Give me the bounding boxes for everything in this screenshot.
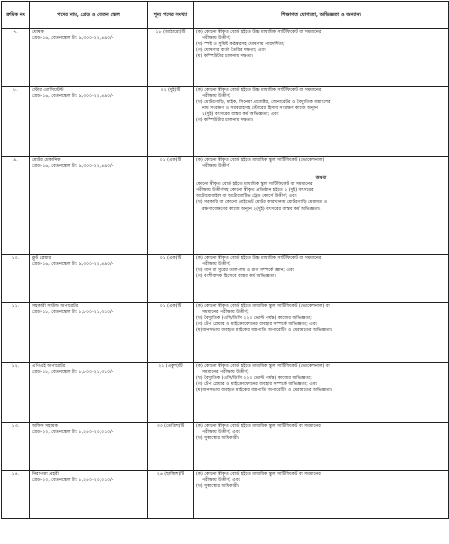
row-vacancy-count: ২১ (একুশ)টি [148, 363, 194, 423]
table-row [2, 363, 449, 423]
qualification-line: ২(দুই) বৎসরের বাস্তব কর্ম অভিজ্ঞতা; এবং [202, 112, 279, 118]
qualification-line: অটোমোবাইল বা অটোমোটিভ ট্রেড কোর্সে উত্তীর্ণ; এবং [196, 194, 297, 200]
post-grade: গ্রেড-১৮, বেতনস্কেল টা: ৮,৮০০-২১,৩১০/- [32, 370, 114, 376]
row-qualification [194, 423, 449, 471]
row-serial: ১১. [2, 303, 30, 363]
table-row [2, 87, 449, 157]
qualification-line: (ক) কোনো স্বীকৃত বোর্ড হইতে মাধ্যমিক স্কুল সার্টিফিকেট (ভোকেশনাল) বা [196, 304, 330, 309]
qualification-line: পরীক্ষায় উত্তীর্ণসহ কোনো স্বীকৃত প্রতিষ্ঠান হইতে ২ (দুই) বৎসরের [196, 188, 314, 194]
row-vacancy-count: ৩৩ (তেত্রিশ)টি [148, 423, 194, 471]
qualification-line: (ক) কোনো স্বীকৃত বোর্ড হইতে মাধ্যমিক স্কুল সার্টিফিকেট বা সমমানের [196, 472, 321, 477]
post-title: ফ্লুট প্লেয়ার [32, 256, 52, 261]
post-grade: গ্রেড-১৬, বেতনস্কেল টা: ৯,৩০০-২২,৪৯০/- [32, 164, 114, 170]
post-title: ঘোষক [32, 30, 44, 35]
post-grade: গ্রেড-১৬, বেতনস্কেল টা: ৯,৩০০-২২,৪৯০/- [32, 94, 114, 100]
qualification-line: (গ) টেপ প্লেয়ার ও মাইক্রোফোনের ব্যবহার সম্পর্কে অভিজ্ঞতা; এবং [196, 382, 318, 388]
post-grade: গ্রেড-১৮, বেতনস্কেল টা: ৮,৮০০-২১,৩১০/- [32, 310, 114, 316]
qualification-line: সমমানের পরীক্ষায় উত্তীর্ণ; [202, 310, 249, 316]
qualification-line: (গ) ঘোষণার বার্তা তৈরির দক্ষতা; এবং [196, 48, 266, 54]
post-grade: গ্রেড-১৬, বেতনস্কেল টা: ৯,৩০০-২২,৪৯০/- [32, 262, 114, 268]
qualification-line: (খ) মোটরগাড়ি, মাইক, সিনেমা প্রজেক্টর, জেনারেটর ও বৈদ্যুতিক যন্ত্রাংশের [196, 100, 331, 106]
header-qualification: শিক্ষাগত যোগ্যতা, অভিজ্ঞতা ও অন্যান্য [194, 2, 449, 29]
row-qualification [194, 303, 449, 363]
qualification-line: (খ) গান বা সুরের তাল-লয় ও রাগ সম্পর্কে জ্ঞান; এবং [196, 268, 295, 274]
qualification-line: অথবা [315, 176, 327, 182]
row-vacancy-count: ০১ (এক)টি [148, 255, 194, 303]
row-post [30, 471, 148, 519]
qualification-line: (খ) বৈদ্যুতিক (এসি/ডিসি ২২০ ভোল্ট পর্যন্ত) কাজের অভিজ্ঞতা; [196, 376, 312, 382]
header-post: পদের নাম, গ্রেড ও বেতন স্কেল [30, 2, 148, 29]
recruitment-table [1, 1, 449, 519]
qualification-line: নাম সংরক্ষণ ও সরবরাহসহ স্টোরের হিসাব সংরক্ষণ কাজে অন্যূন [202, 106, 318, 112]
qualification-line: সমমানের পরীক্ষায় উত্তীর্ণ; [202, 370, 249, 376]
post-grade: গ্রেড-২০, বেতনস্কেল টা: ৮,২৫০-২০,০১০/- [32, 478, 114, 484]
qualification-line: (খ) সুস্বাস্থ্যের অধিকারী। [196, 484, 240, 490]
post-title: স্টোর এ্যাসিস্টেন্ট [32, 88, 64, 93]
row-post [30, 29, 148, 87]
row-post [30, 363, 148, 423]
row-serial: ১০. [2, 255, 30, 303]
qualification-line: (ঘ) কম্পিউটার চালনায় দক্ষতা। [196, 54, 254, 60]
row-vacancy-count: ১৮ (আঠারো)টি [148, 29, 194, 87]
row-post [30, 157, 148, 255]
table-row [2, 29, 449, 87]
qualification-line: পরীক্ষায় উত্তীর্ণ; [202, 94, 231, 100]
qualification-line: (ক) কোনো স্বীকৃত বোর্ড হইতে মাধ্যমিক স্কুল সার্টিফিকেট (ভোকেশনাল) [196, 158, 325, 163]
post-title: অফিস সহায়ক [32, 424, 58, 429]
row-vacancy-count: ০১ (এক)টি [148, 157, 194, 255]
qualification-line: (খ) সুস্বাস্থ্যের অধিকারী। [196, 436, 240, 442]
qualification-line: (খ) সরকারি বা কোনো প্রাইভেট মোটর কারখানায় মোটরগাড়ি মেরামত ও [196, 200, 328, 206]
table-header-row [2, 2, 449, 29]
row-post [30, 255, 148, 303]
row-qualification [194, 471, 449, 519]
qualification-line: পরীক্ষায় উত্তীর্ণ; এবং [202, 430, 241, 436]
post-grade: গ্রেড-২০, বেতনস্কেল টা: ৮,২৫০-২০,০১০/- [32, 430, 114, 436]
row-serial: ৮. [2, 87, 30, 157]
table-row [2, 255, 449, 303]
qualification-line: (খ) বৈদ্যুতিক (এসি/ডিসি ২২০ ভোল্ট পর্যন্ত) কাজের অভিজ্ঞতা; [196, 316, 312, 322]
post-title: এপিএই অপারেটর [32, 364, 66, 369]
qualification-line: (ক) কোনো স্বীকৃত বোর্ড হইতে মাধ্যমিক স্কুল সার্টিফিকেট (ভোকেশনাল) বা [196, 364, 330, 369]
row-post [30, 303, 148, 363]
row-qualification [194, 87, 449, 157]
row-serial: ৭. [2, 29, 30, 87]
header-vacancies: শূন্য পদের সংখ্যা [148, 2, 194, 29]
row-serial: ৯. [2, 157, 30, 255]
header-serial: ক্রমিক নং [2, 2, 30, 29]
row-qualification [194, 255, 449, 303]
post-title: মোটর মেকানিক [32, 158, 61, 163]
row-vacancy-count: ০২ (দুই)টি [148, 87, 194, 157]
qualification-line: পরীক্ষায় উত্তীর্ণ; [202, 36, 231, 42]
qualification-line: (গ) বংশীবাদক হিসেবে বাস্তব কর্ম অভিজ্ঞতা। [196, 274, 277, 280]
row-vacancy-count: ০১ (এক)টি [148, 303, 194, 363]
qualification-line: পরীক্ষায় উত্তীর্ণ [202, 164, 230, 170]
row-qualification [194, 157, 449, 255]
qualification-line: পরীক্ষায় উত্তীর্ণ; [202, 262, 231, 268]
qualification-line: পরীক্ষায় উত্তীর্ণ; এবং [202, 478, 241, 484]
qualification-line: (ক) কোনো স্বীকৃত বোর্ড হইতে উচ্চ মাধ্যমিক সার্টিফিকেট বা সমমানের [196, 88, 322, 93]
row-post [30, 87, 148, 157]
row-serial: ১৪. [2, 471, 30, 519]
row-vacancy-count: ২৬ (ছাব্বিশ)টি [148, 471, 194, 519]
row-serial: ১৩. [2, 423, 30, 471]
post-title: সহকারী সাউন্ড অপারেটর [32, 304, 79, 309]
table-row [2, 423, 449, 471]
qualification-line: (ক) কোনো স্বীকৃত বোর্ড হইতে মাধ্যমিক স্কুল সার্টিফিকেট বা সমমানের [196, 424, 321, 429]
qualification-line: (গ) টেপ প্লেয়ার ও মাইক্রোফোনের ব্যবহার সম্পর্কে অভিজ্ঞতা; এবং [196, 322, 318, 328]
qualification-line: রক্ষণাবেক্ষণের কাজে অন্যূন ২(দুই) বৎসরের বাস্তব কর্ম অভিজ্ঞতা। [202, 206, 321, 212]
post-grade: গ্রেড-১৬, বেতনস্কেল টা: ৯,৩০০-২২,৪৯০/- [32, 36, 114, 42]
table-row [2, 157, 449, 255]
qualification-line: (ঘ)জনসভায় ব্যবহৃত মাইকের যন্ত্রপাতি অপারেটিং ও মেরামতের অভিজ্ঞতা। [196, 388, 333, 394]
table-row [2, 471, 449, 519]
qualification-line: কোনো স্বীকৃত বোর্ড হইতে মাধ্যমিক স্কুল সার্টিফিকেট বা সমমানের [196, 182, 313, 188]
qualification-line: (খ) স্পষ্ট ও সুমিষ্ট কণ্ঠস্বরসহ ঘোষণায় পারদর্শিতা; [196, 42, 285, 48]
qualification-line: (ক) কোনো স্বীকৃত বোর্ড হইতে উচ্চ মাধ্যমিক সার্টিফিকেট বা সমমানের [196, 30, 322, 35]
row-qualification [194, 363, 449, 423]
row-post [30, 423, 148, 471]
post-title: নিরাপত্তা প্রহরী [32, 472, 59, 477]
qualification-line: (গ) কম্পিউটার চালনায় দক্ষতা। [196, 118, 254, 124]
qualification-line: (ঘ)জনসভায় ব্যবহৃত মাইকের যন্ত্রপাতি অপারেটিং ও মেরামতের অভিজ্ঞতা। [196, 328, 333, 334]
table-row [2, 303, 449, 363]
table-body [2, 29, 449, 519]
qualification-line: (ক) কোনো স্বীকৃত বোর্ড হইতে উচ্চ মাধ্যমিক সার্টিফিকেট বা সমমানের [196, 256, 322, 261]
row-qualification [194, 29, 449, 87]
row-serial: ১২. [2, 363, 30, 423]
